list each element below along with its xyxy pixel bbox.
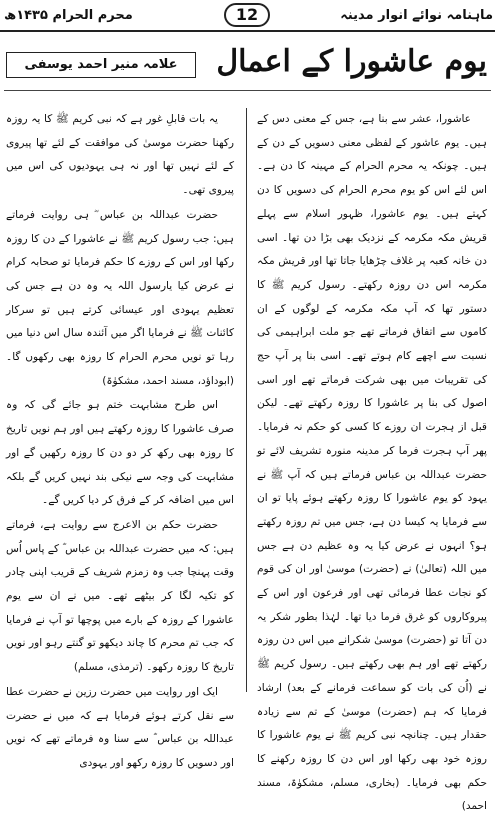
column-divider: [246, 108, 247, 692]
article-title: یوم عاشورا کے اعمال: [216, 44, 487, 79]
paragraph: حضرت عبداللہ بن عباس ؓ ہی روایت فرماتے ہیں: جب رسول کریم ﷺ نے عاشورا کے دن کا روزہ رکھا اور اس کے روزے کا حکم فرمایا تو صحابہ کرام نے عرض کیا یارسول اللہ یہ وہ دن ہے جس کی تعظیم یہودی اور عیسائی کرتے ہیں تو سرکار کائنات ﷺ نے فرمایا اگر میں آئندہ سال اس دنیا میں رہا تو نویں محرم الحرام کا روزہ بھی رکھوں گا۔ (ابوداؤد، مسند احمد، مشکوٰۃ): [6, 208, 234, 387]
magazine-name: ماہنامہ نوائے انوار مدینہ: [340, 7, 493, 23]
author-box: علامہ منیر احمد یوسفی: [6, 52, 196, 78]
title-divider: [4, 90, 491, 91]
left-column: [6, 108, 234, 769]
issue-month: محرم الحرام ۱۴۳۵ھ: [4, 7, 133, 23]
paragraph: اس طرح مشابہت ختم ہو جائے گی کہ وہ صرف عاشورا کا روزہ رکھتے ہیں اور ہم نویں تاریخ کا روزہ بھی رکھ کر دو دن کا روزہ رکھیں گے اور مشابہت کی وجہ سے نیکی بند نہیں کریں گے بلکہ اس میں اضافہ کر کے فرق کر دیا کریں گے۔: [6, 399, 234, 507]
paragraph: یہ بات قابلِ غور ہے کہ نبی کریم ﷺ کا یہ روزہ رکھنا حضرت موسیٰ کی موافقت کے لئے تھا پیروی کے لئے نہیں تھا اور نہ ہی یہودیوں کی اس میں پیروی تھی۔: [6, 113, 234, 197]
right-column: [257, 108, 487, 813]
paragraph: ایک اور روایت میں حضرت رزین نے حضرت عطا سے نقل کرتے ہوئے فرمایا ہے کہ میں نے حضرت عبداللہ بن عباس ؓ سے سنا وہ فرماتے تھے کہ نویں اور دسویں کا روزہ رکھو اور یہودی: [6, 685, 234, 769]
paragraph: عاشورا، عشر سے بنا ہے، جس کے معنی دس کے ہیں۔ یوم عاشور کے لفظی معنی دسویں کے دن کے ہیں۔ چونکہ یہ محرم الحرام کے مہینہ کا دن ہے۔ اس لئے اس کو یوم محرم الحرام کی دسویں کا دن کہتے ہیں۔ یوم عاشورا، ظہور اسلام سے پہلے قریش مکہ مکرمہ کے نزدیک بھی بڑا دن تھا۔ اسی دن خانہ کعبہ پر غلاف چڑھایا جاتا تھا اور قریش مکہ مکرمہ اس دن روزہ رکھتے۔ رسول کریم ﷺ کا دستور تھا کہ آپ مکہ مکرمہ کے لوگوں کے ان کاموں سے اتفاق فرماتے تھے جو ملت ابراہیمی کی نسبت سے اچھے کام ہوتے تھے۔ اسی بنا پر آپ حج کی تقریبات میں بھی شرکت فرماتے تھے اور اسی اصول کی بنا پر عاشورا کا روزہ رکھتے تھے۔ لیکن قبل از ہجرت ان روزے کا کسی کو حکم نہ فرمایا۔ پھر آپ ہجرت فرما کر مدینہ منورہ تشریف لائے تو حضرت عبداللہ بن عباس فرماتے ہیں کہ آپ ﷺ نے یہود کو یوم عاشورا کا روزہ رکھتے ہوئے پایا تو ان سے فرمایا یہ کیسا دن ہے، جس میں تم روزہ رکھتے ہو؟ انہوں نے عرض کیا یہ وہ عظیم دن ہے جس میں اللہ (تعالیٰ) نے (حضرت) موسیٰ اور ان کی قوم کو نجات عطا فرمائی تھی اور فرعون اور اس کے پیروکاروں کو غرق فرما دیا تھا۔ لہٰذا بطور شکر یہ دن آتا تو (حضرت) موسیٰ شکرانے میں اس دن روزہ رکھتے تھے اور ہم بھی رکھتے ہیں۔ رسول کریم ﷺ نے (اُن کی بات کو سماعت فرمانے کے بعد) ارشاد فرمایا کہ ہم (حضرت) موسیٰ کے تم سے زیادہ حقدار ہیں۔ چنانچہ نبی کریم ﷺ نے یوم عاشورا کا روزہ خود بھی رکھا اور اس دن کا روزہ رکھنے کا حکم بھی فرمایا۔ (بخاری، مسلم، مشکوٰۃ، مسند احمد): [257, 113, 487, 813]
page-number: 12: [224, 3, 270, 27]
paragraph: حضرت حکم بن الاعرج سے روایت ہے، فرماتے ہیں: کہ میں حضرت عبداللہ بن عباس ؓ کے پاس اُس وقت پہنچا جب وہ زمزم شریف کے قریب اپنی چادر کو تکیہ لگا کر بیٹھے تھے۔ میں نے ان سے یوم عاشورا کے روزہ کے بارے میں پوچھا تو آپ نے فرمایا کہ جب تم محرم کا چاند دیکھو تو گنتے رہو اور نویں تاریخ کا روزہ رکھو۔ (ترمذی، مسلم): [6, 518, 234, 674]
